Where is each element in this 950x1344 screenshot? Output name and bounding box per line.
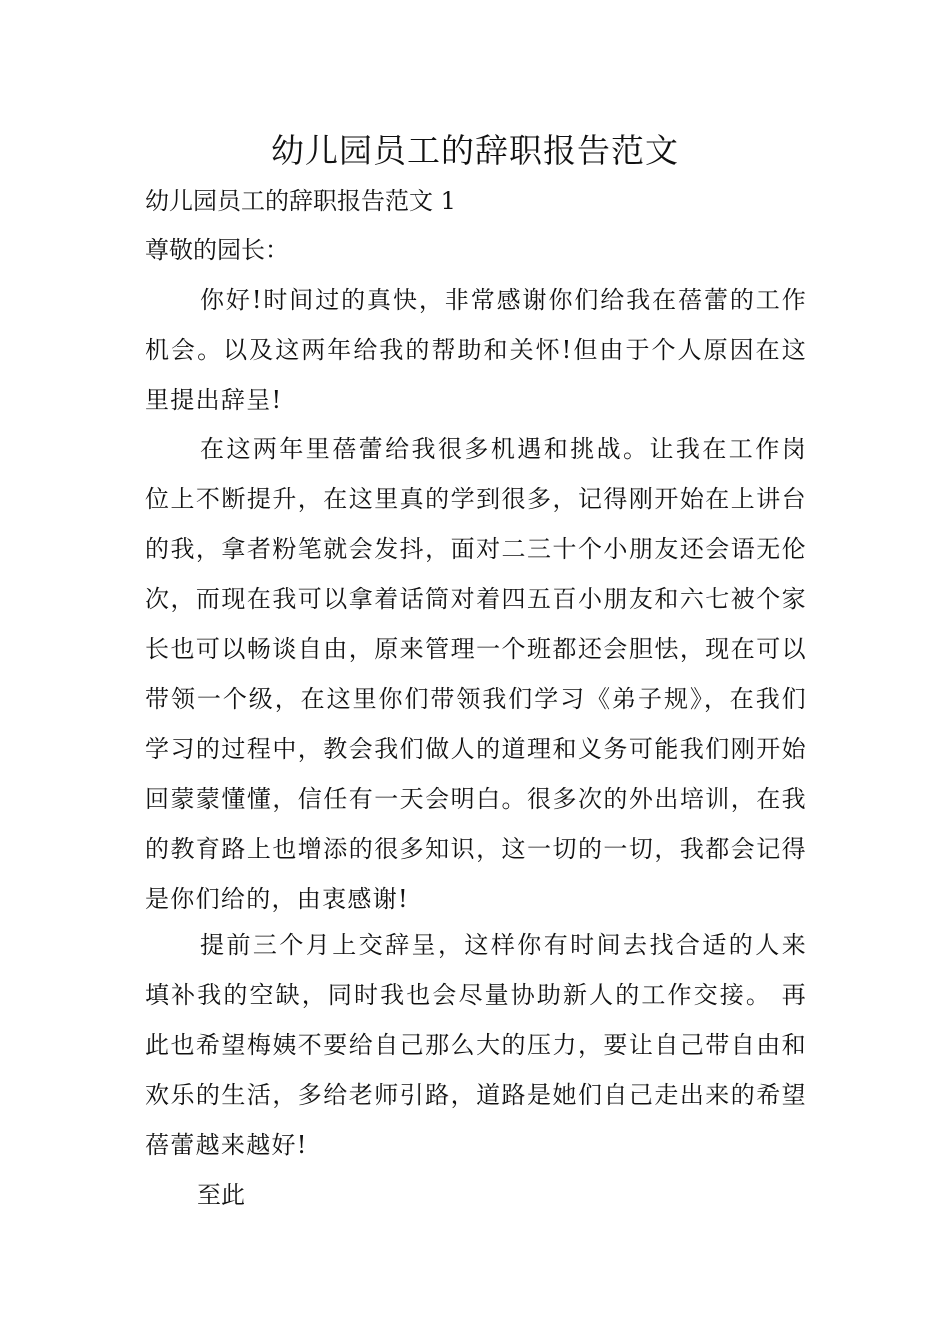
salutation: 尊敬的园长： [145, 236, 289, 264]
document-title: 幼儿园员工的辞职报告范文 [271, 131, 679, 170]
closing-line: 至此 [197, 1181, 245, 1209]
paragraph-3: 提前三个月上交辞呈，这样你有时间去找合适的人来填补我的空缺，同时我也会尽量协助新人的工作交接。 再此也希望梅姨不要给自己那么大的压力，要让自己带自由和欢乐的生活，多给老师引路，道路是她们自己走出来的希望蓓蕾越来越好! [145, 931, 807, 1159]
paragraph-1: 你好!时间过的真快，非常感谢你们给我在蓓蕾的工作机会。以及这两年给我的帮助和关怀!但由于个人原因在这里提出辞呈! [145, 286, 807, 414]
paragraph-2: 在这两年里蓓蕾给我很多机遇和挑战。让我在工作岗位上不断提升，在这里真的学到很多，记得刚开始在上讲台的我，拿者粉笔就会发抖，面对二三十个小朋友还会语无伦次，而现在我可以拿着话筒对着四五百小朋友和六七被个家长也可以畅谈自由，原来管理一个班都还会胆怯，现在可以带领一个级，在这里你们带领我们学习《弟子规》，在我们学习的过程中，教会我们做人的道理和义务可能我们刚开始回蒙蒙懂懂，信任有一天会明白。很多次的外出培训，在我的教育路上也增添的很多知识，这一切的一切，我都会记得是你们给的，由衷感谢! [145, 435, 807, 913]
document-subtitle: 幼儿园员工的辞职报告范文 1 [145, 187, 456, 215]
